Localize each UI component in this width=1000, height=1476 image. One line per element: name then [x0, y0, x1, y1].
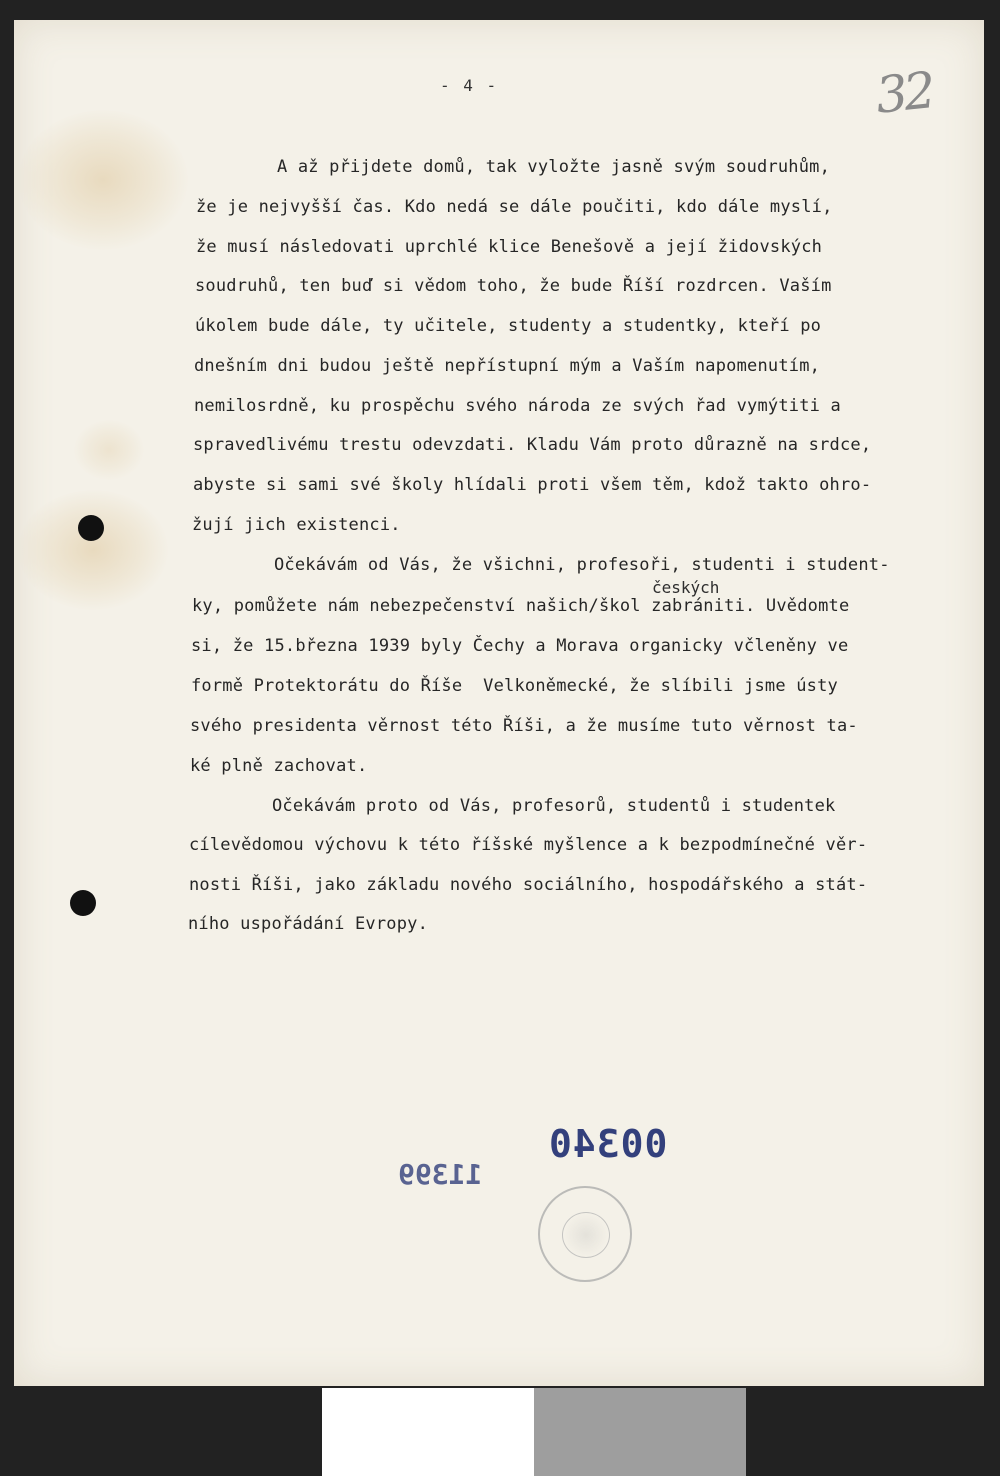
text-line: úkolem bude dále, ty učitele, studenty a studentky, kteří po	[195, 316, 822, 336]
text-line: cílevědomou výchovu k této říšské myšlence a k bezpodmínečné věr-	[189, 835, 868, 855]
text-line: spravedlivému trestu odevzdati. Kladu Vám proto důrazně na srdce,	[193, 435, 872, 455]
archive-stamp-number: 00340	[548, 1122, 668, 1166]
calibration-strip-white	[322, 1388, 534, 1476]
stain-small	[74, 420, 144, 480]
text-line: abyste si sami své školy hlídali proti všem těm, kdož takto ohro-	[193, 475, 872, 495]
calibration-strip-gray	[534, 1388, 746, 1476]
punch-hole-top	[78, 515, 104, 541]
text-line: že je nejvyšší čas. Kdo nedá se dále poučiti, kdo dále myslí,	[196, 197, 833, 217]
text-line: že musí následovati uprchlé klice Benešově a její židovských	[196, 237, 823, 257]
document-page	[14, 20, 984, 1386]
text-line: formě Protektorátu do Říše Velkoněmecké, že slíbili jsme ústy	[191, 676, 838, 696]
interlinear-insertion: českých	[652, 578, 720, 597]
text-line: ké plně zachovat.	[190, 756, 368, 776]
handwritten-folio-number: 32	[873, 61, 935, 125]
page-number: - 4 -	[440, 76, 499, 95]
text-line: Očekávám od Vás, že všichni, profesoři, studenti i student-	[274, 555, 890, 575]
text-line: nemilosrdně, ku prospěchu svého národa ze svých řad vymýtiti a	[194, 396, 841, 416]
text-line: ního uspořádání Evropy.	[188, 914, 429, 934]
text-line: nosti Říši, jako základu nového sociálního, hospodářského a stát-	[189, 875, 868, 895]
text-line: A až přijdete domů, tak vyložte jasně svým soudruhům,	[277, 157, 831, 177]
text-line: dnešním dni budou ještě nepřístupní mým a Vaším napomenutím,	[194, 356, 821, 376]
text-line: svého presidenta věrnost této Říši, a že musíme tuto věrnost ta-	[190, 716, 858, 736]
stain-mid-left	[18, 490, 168, 610]
text-line: ky, pomůžete nám nebezpečenství našich/škol zabrániti. Uvědomte	[192, 596, 850, 616]
archive-stamp-small-number: 11399	[398, 1158, 483, 1191]
text-line: si, že 15.března 1939 byly Čechy a Morava organicky včleněny ve	[191, 636, 849, 656]
archive-seal	[538, 1186, 632, 1282]
text-line: žují jich existenci.	[192, 515, 401, 535]
stain-top-left	[18, 110, 188, 250]
text-line: soudruhů, ten buď si vědom toho, že bude Říší rozdrcen. Vaším	[195, 276, 832, 296]
punch-hole-bottom	[70, 890, 96, 916]
text-line: Očekávám proto od Vás, profesorů, studentů i studentek	[272, 796, 836, 816]
seal-emblem-icon	[562, 1212, 610, 1258]
